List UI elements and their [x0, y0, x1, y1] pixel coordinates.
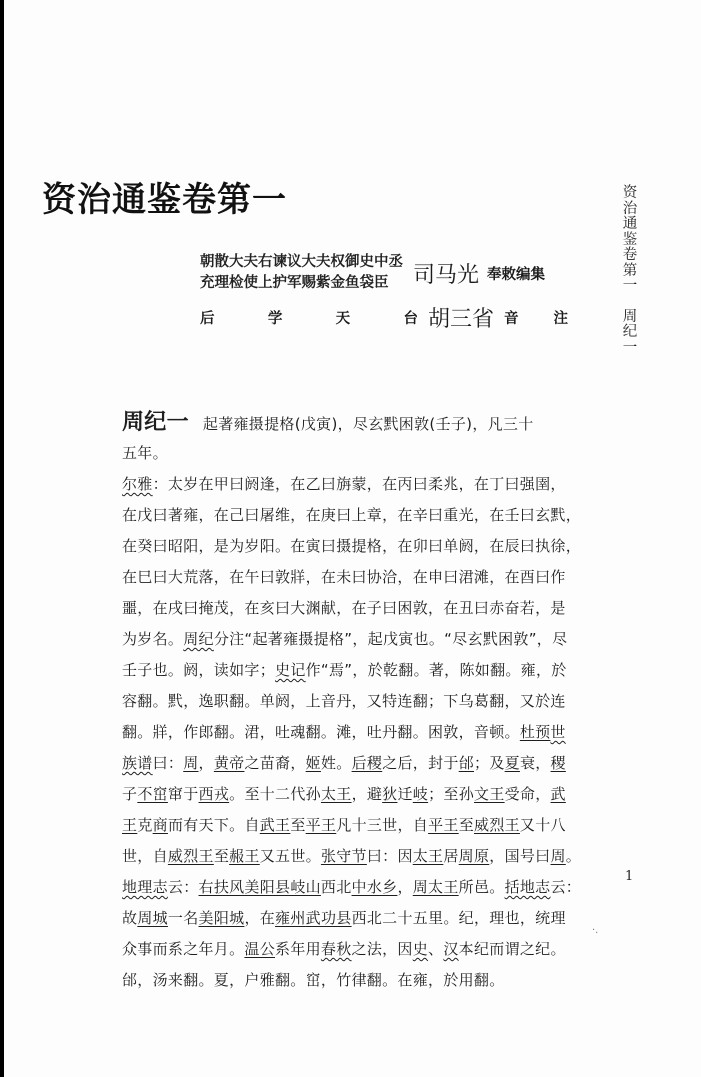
- text-run: 故: [122, 909, 138, 927]
- proper-name: 周: [550, 847, 566, 865]
- author-role-2: [504, 307, 568, 328]
- proper-name: 张守节: [320, 847, 367, 865]
- book-title-mark: 汉: [443, 940, 459, 958]
- text-run: 起著雍摄提格(戊寅)，尽玄黓困敦(壬子)，凡三十: [202, 415, 534, 433]
- book-title-mark: 世: [550, 723, 566, 741]
- scan-speck: ·.: [592, 925, 599, 936]
- text-line: [122, 903, 594, 934]
- text-run: 在巳曰大荒落，在午曰敦牂，在未曰协洽，在申曰涒滩，在酉曰作: [122, 568, 566, 586]
- text-line: [122, 717, 594, 748]
- text-run: 所邑。: [458, 878, 505, 896]
- proper-name: 右扶风美阳县岐山: [198, 878, 321, 896]
- credit-origin: [200, 307, 418, 328]
- text-run: ：太岁在甲曰阏逢，在乙曰旃蒙，在丙曰柔兆，在丁曰强圉，: [152, 475, 566, 493]
- proper-name: 威烈王: [474, 816, 520, 834]
- credit-origin-char: 后: [200, 311, 215, 327]
- book-title-mark: 周纪: [183, 630, 214, 648]
- text-line: [122, 748, 594, 779]
- credit-row-2: [200, 302, 568, 333]
- text-run: 分注“起著雍摄提格”，起戊寅也。“尽玄黓困敦”，尽: [213, 630, 568, 648]
- proper-name: 武: [550, 785, 566, 803]
- running-head-char: 鉴: [622, 231, 638, 248]
- credit-origin-char: 学: [267, 311, 283, 327]
- text-run: 克: [137, 816, 153, 834]
- text-run: 窜于: [167, 785, 199, 803]
- credit-row-1: [200, 252, 568, 294]
- proper-name: 温公: [244, 940, 276, 958]
- proper-name: 商: [152, 816, 168, 834]
- proper-name: 后稷: [351, 754, 383, 772]
- text-line: [122, 438, 594, 469]
- text-run: 又十八: [519, 816, 566, 834]
- proper-name: 王: [122, 816, 138, 834]
- text-run: 容翻。黓，逸职翻。单阏，上音丹，又特连翻；下乌葛翻，又於连: [122, 692, 566, 710]
- text-run: 而有天下。自: [167, 816, 260, 834]
- book-title-mark: 括地志: [504, 878, 551, 896]
- text-run: 世，自: [122, 847, 168, 865]
- credit-origin-char: 台: [403, 311, 418, 327]
- text-run: 衰，: [519, 754, 551, 772]
- running-head-char: 治: [622, 200, 638, 217]
- text-run: 之法，因: [351, 940, 413, 958]
- proper-name: 周: [183, 754, 199, 772]
- text-line: [122, 810, 594, 841]
- text-run: 系年用: [275, 940, 321, 958]
- text-line: [122, 562, 594, 593]
- text-line: [122, 841, 594, 872]
- proper-name: 赧王: [229, 847, 260, 865]
- text-run: 曰：因: [366, 847, 413, 865]
- text-run: ，国号曰: [489, 847, 551, 865]
- section-title: 周纪一: [122, 410, 189, 435]
- proper-name: 不窋: [137, 785, 168, 803]
- proper-name: 美阳城: [198, 909, 245, 927]
- text-line: [122, 686, 594, 717]
- credit-office-line-2: 充理检使上护军赐紫金鱼袋臣: [200, 275, 389, 291]
- text-run: 为岁名。: [122, 630, 184, 648]
- text-run: 。至十二代孙: [229, 785, 321, 803]
- text-run: 壬子也。阏，读如字；: [122, 661, 276, 679]
- proper-name: 周太王: [412, 878, 459, 896]
- text-run: 五年。: [122, 444, 168, 462]
- text-line: [122, 531, 594, 562]
- text-run: 至: [458, 816, 475, 834]
- proper-name: 平王: [305, 816, 337, 834]
- running-head-char: 一: [622, 278, 638, 294]
- running-head-char: 资: [622, 185, 638, 201]
- text-run: 又五世。: [259, 847, 321, 865]
- text-run: 一名: [167, 909, 199, 927]
- proper-name: 武王: [259, 816, 291, 834]
- credit-office: [200, 252, 403, 294]
- proper-name: 黄帝: [213, 754, 245, 772]
- proper-name: 姬: [305, 754, 321, 772]
- text-run: ；至孙: [428, 785, 475, 803]
- proper-name: 西戎: [198, 785, 230, 803]
- text-run: ，: [397, 878, 413, 896]
- text-run: 噩，在戌曰掩茂，在亥曰大渊献，在子曰困敦，在丑曰赤奋若，是: [122, 599, 566, 617]
- text-run: 居: [443, 847, 459, 865]
- text-run: 在戊曰著雍，在己曰屠维，在庚曰上章，在辛曰重光，在壬曰玄黓，: [122, 506, 582, 524]
- text-run: 、: [428, 940, 444, 958]
- text-run: 西北: [320, 878, 352, 896]
- proper-name: 狄: [382, 785, 398, 803]
- proper-name: 威烈王: [167, 847, 214, 865]
- book-title-mark: 春秋: [320, 940, 352, 958]
- text-line: [122, 655, 594, 686]
- text-line: [122, 624, 594, 655]
- running-head-char: 一: [622, 339, 638, 356]
- text-run: 之后，封于: [382, 754, 459, 772]
- credits-block: [200, 252, 568, 333]
- text-line: [122, 407, 594, 438]
- text-run: 凡十三世，自: [336, 816, 429, 834]
- text-run: 翻。牂，作郎翻。涒，吐魂翻。滩，吐丹翻。困敦，音顿。: [122, 723, 520, 741]
- text-run: 受命，: [504, 785, 551, 803]
- proper-name: 太王: [412, 847, 444, 865]
- author-role-2-char: 音: [504, 311, 519, 327]
- text-run: 云：: [167, 878, 199, 896]
- text-line: [122, 872, 594, 903]
- text-run: 。: [565, 847, 582, 865]
- proper-name: 稷: [550, 754, 566, 772]
- book-title: 资治通鉴卷第一: [42, 180, 287, 220]
- author-role-2-char: 注: [553, 311, 569, 327]
- author-role-1: 奉敕编集: [487, 266, 546, 283]
- proper-name: 岐: [412, 785, 429, 803]
- proper-name: 文王: [474, 785, 505, 803]
- credit-origin-char: 天: [335, 311, 351, 327]
- text-run: 云：: [550, 878, 582, 896]
- text-line: [122, 593, 594, 624]
- author-hu-sanxing: 胡三省: [428, 307, 495, 332]
- text-run: ，: [198, 754, 214, 772]
- text-run: 本纪而谓之纪。: [458, 940, 566, 958]
- text-line: [122, 500, 594, 531]
- text-run: ，避: [351, 785, 383, 803]
- running-head-char: 周: [622, 308, 638, 325]
- page-edge-bar: [0, 0, 4, 1077]
- text-run: 之苗裔，: [244, 754, 306, 772]
- credit-office-line-1: 朝散大夫右谏议大夫权御史中丞: [200, 254, 403, 270]
- proper-name: 周原: [458, 847, 490, 865]
- proper-name: 夏: [504, 754, 520, 772]
- proper-name: 武功县: [305, 909, 352, 927]
- text-run: 姓。: [320, 754, 352, 772]
- text-run: 至: [213, 847, 230, 865]
- proper-name: 中水乡: [351, 878, 398, 896]
- book-title-mark: 地理志: [122, 878, 168, 896]
- book-title-mark: 史: [412, 940, 429, 958]
- proper-name: 杜预: [519, 723, 551, 741]
- text-run: 众事而系之年月。: [122, 940, 245, 958]
- text-run: 西北二十五里。纪，理也，统理: [351, 909, 566, 927]
- running-head-char: 纪: [622, 324, 638, 340]
- author-sima-guang: 司马光: [413, 262, 480, 288]
- text-run: 至: [290, 816, 306, 834]
- text-run: 曰：: [152, 754, 184, 772]
- proper-name: 周城: [137, 909, 168, 927]
- book-title-mark: 尔雅: [122, 475, 153, 493]
- text-run: 作“焉”，於乾翻。著，陈如翻。雍，於: [305, 661, 567, 679]
- proper-name: 太王: [320, 785, 352, 803]
- text-run: 在癸曰昭阳，是为岁阳。在寅曰摄提格，在卯曰单阏，在辰曰执徐，: [122, 537, 582, 555]
- proper-name: 平王: [428, 816, 459, 834]
- proper-name: 邰: [458, 754, 475, 772]
- running-head-char: 通: [622, 216, 638, 232]
- book-title-mark: 族谱: [122, 754, 153, 772]
- book-title-mark: 史记: [275, 661, 306, 679]
- running-head: [620, 186, 640, 356]
- running-head-char: 第: [622, 262, 638, 279]
- proper-name: 雍州: [275, 909, 306, 927]
- text-run: 子: [122, 785, 138, 803]
- text-line: [122, 965, 594, 996]
- page-number: 1: [625, 869, 634, 884]
- running-head-char: 卷: [622, 247, 638, 263]
- running-head-gap: [620, 295, 640, 310]
- text-run: 迁: [397, 785, 413, 803]
- text-line: [122, 934, 594, 965]
- text-run: ，在: [244, 909, 276, 927]
- main-text: [122, 407, 594, 996]
- text-run: 邰，汤来翻。夏，户雅翻。窋，竹律翻。在雍，於用翻。: [122, 971, 505, 989]
- text-line: [122, 469, 594, 500]
- text-run: ；及: [474, 754, 505, 772]
- text-line: [122, 779, 594, 810]
